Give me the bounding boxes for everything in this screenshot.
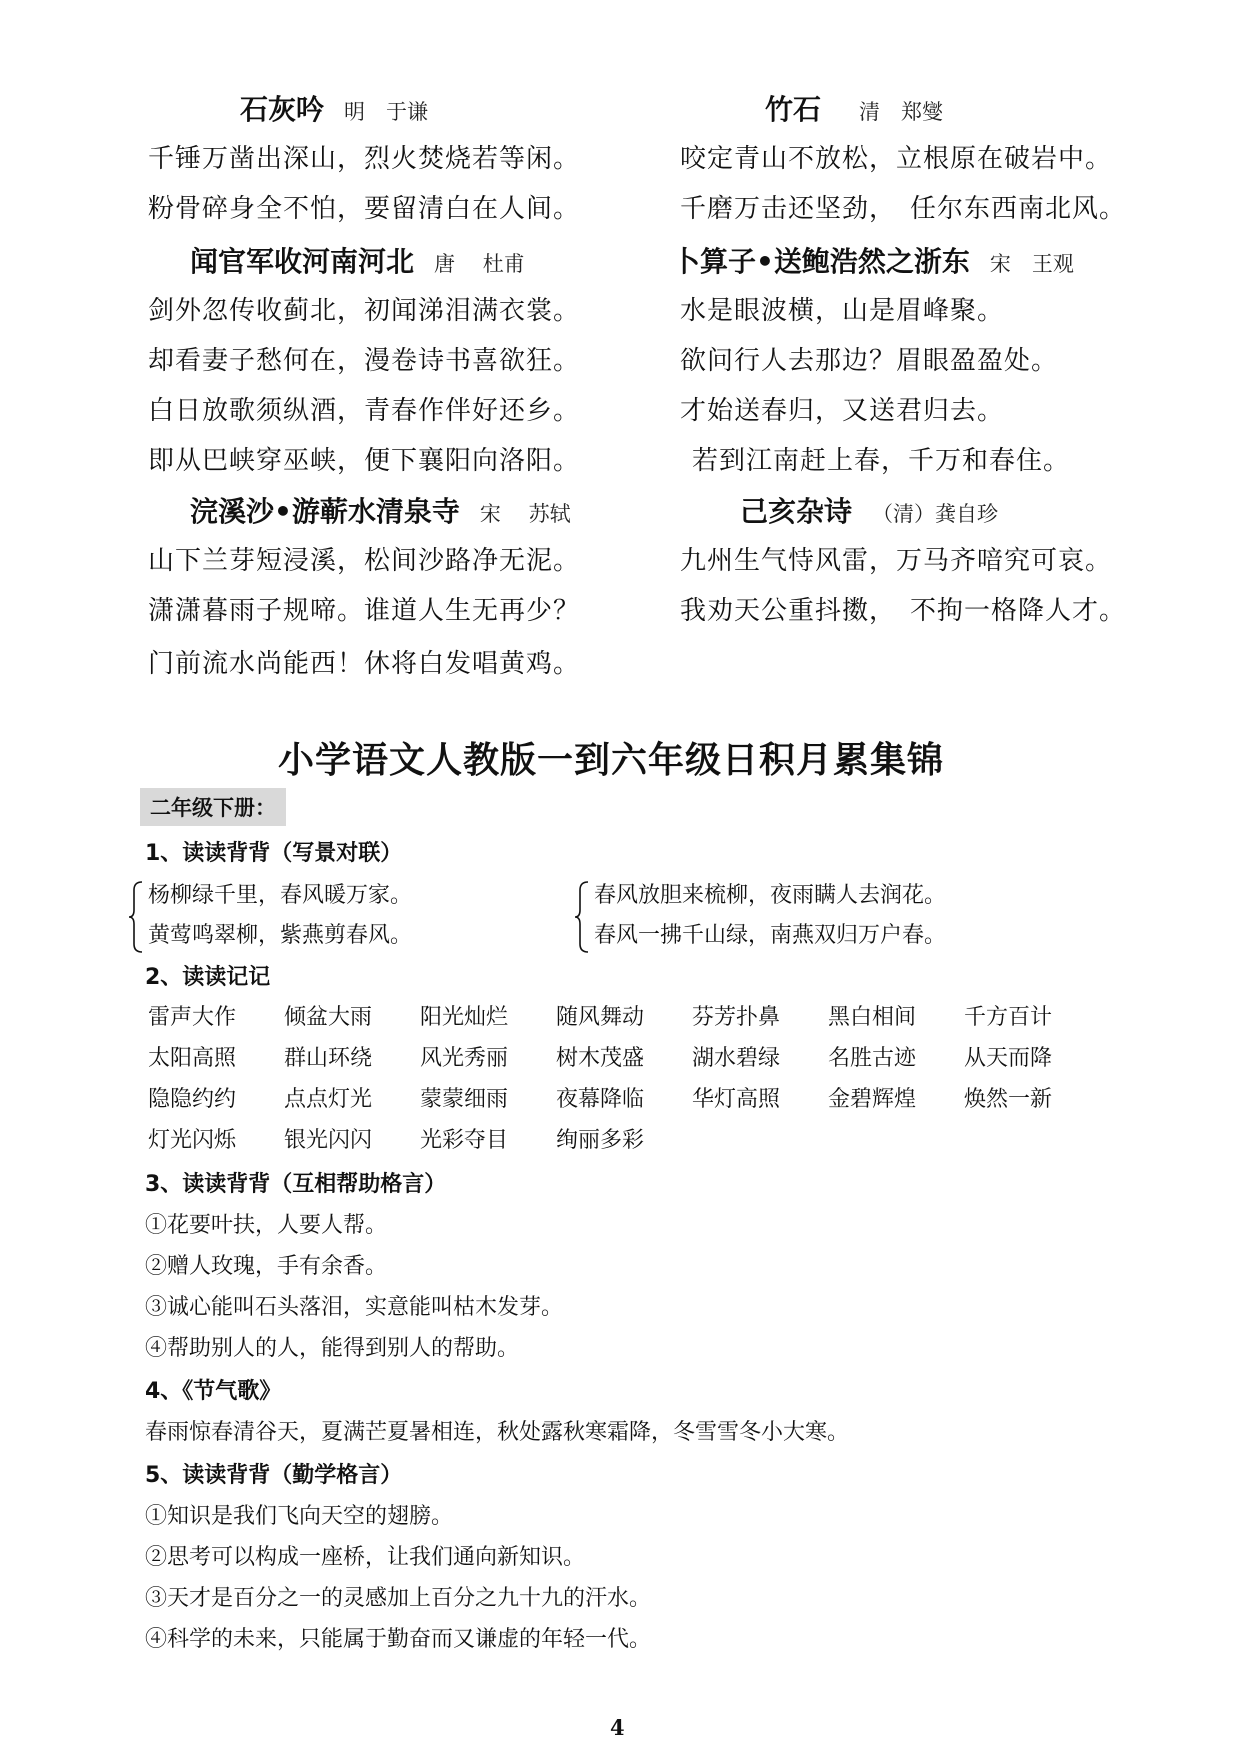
- couplet-line: 春风一拂千山绿，南燕双归万户春。: [594, 923, 947, 948]
- section-heading: 5、读读背背（勤学格言）: [145, 1463, 403, 1488]
- couplet-line: 春风放胆来梳柳，夜雨瞒人去润花。: [594, 883, 947, 908]
- vocab-word: 从天而降: [964, 1046, 1053, 1071]
- poem-4-heading: [672, 240, 1074, 280]
- poem-6-heading: [740, 490, 998, 530]
- poem-title: 石灰吟: [240, 93, 325, 126]
- left-brace-icon: [574, 880, 590, 954]
- poem-3-heading: [190, 240, 525, 280]
- couplet-line: 杨柳绿千里，春风暖万家。: [148, 883, 413, 908]
- poem-line: 潇潇暮雨子规啼。谁道人生无再少？: [148, 596, 581, 626]
- poem-author: 唐 杜甫: [434, 252, 525, 276]
- vocab-word: 雷声大作: [148, 1005, 237, 1030]
- vocab-word: 金碧辉煌: [828, 1087, 917, 1112]
- vocab-word: 蒙蒙细雨: [420, 1087, 509, 1112]
- vocab-word: 隐隐约约: [148, 1087, 237, 1112]
- vocab-word: 湖水碧绿: [692, 1046, 781, 1071]
- poem-line: 我劝天公重抖擞， 不拘一格降人才。: [680, 596, 1127, 626]
- poem-5-heading: [190, 490, 571, 530]
- vocab-word: 随风舞动: [556, 1005, 645, 1030]
- poem-author: （清）龚自珍: [872, 502, 999, 526]
- poem-title: 闻官军收河南河北: [190, 245, 415, 278]
- vocab-word: 树木茂盛: [556, 1046, 645, 1071]
- vocab-word: 名胜古迹: [828, 1046, 917, 1071]
- vocab-word: 太阳高照: [148, 1046, 237, 1071]
- proverb-line: ①花要叶扶，人要人帮。: [145, 1213, 388, 1238]
- poem-line: 白日放歌须纵酒，青春作伴好还乡。: [148, 396, 581, 426]
- left-brace-icon: [128, 880, 144, 954]
- vocab-word: 焕然一新: [964, 1087, 1053, 1112]
- vocab-word: 阳光灿烂: [420, 1005, 509, 1030]
- proverb-line: ④科学的未来，只能属于勤奋而又谦虚的年轻一代。: [145, 1627, 652, 1652]
- section-heading: 1、读读背背（写景对联）: [145, 841, 403, 866]
- vocab-word: 芬芳扑鼻: [692, 1005, 781, 1030]
- poem-2-heading: [765, 88, 943, 128]
- vocab-word: 光彩夺目: [420, 1128, 509, 1153]
- proverb-line: ③诚心能叫石头落泪，实意能叫枯木发芽。: [145, 1295, 564, 1320]
- poem-line: 剑外忽传收蓟北，初闻涕泪满衣裳。: [148, 296, 581, 326]
- section-heading: 4、《节气歌》: [145, 1379, 282, 1404]
- vocab-word: 群山环绕: [284, 1046, 373, 1071]
- vocab-word: 夜幕降临: [556, 1087, 645, 1112]
- vocab-word: 风光秀丽: [420, 1046, 509, 1071]
- poem-author: 明 于谦: [344, 100, 429, 124]
- vocab-word: 银光闪闪: [284, 1128, 373, 1153]
- poem-author: 清 郑燮: [859, 100, 944, 124]
- poem-line: 咬定青山不放松，立根原在破岩中。: [680, 144, 1113, 174]
- section-heading: 3、读读背背（互相帮助格言）: [145, 1172, 447, 1197]
- poem-line: 水是眼波横，山是眉峰聚。: [680, 296, 1005, 326]
- vocab-word: 千方百计: [964, 1005, 1053, 1030]
- grade-label: 二年级下册：: [140, 788, 286, 826]
- poem-line: 才始送春归，又送君归去。: [680, 396, 1005, 426]
- vocab-word: 灯光闪烁: [148, 1128, 237, 1153]
- poem-author: 宋 王观: [989, 252, 1074, 276]
- poem-line: 即从巴峡穿巫峡，便下襄阳向洛阳。: [148, 446, 581, 476]
- page-title: 小学语文人教版一到六年级日积月累集锦: [278, 740, 945, 781]
- proverb-line: ②赠人玫瑰，手有余香。: [145, 1254, 388, 1279]
- vocab-word: 华灯高照: [692, 1087, 781, 1112]
- poem-title: 浣溪沙•游蕲水清泉寺: [190, 495, 460, 528]
- poem-line: 山下兰芽短浸溪，松间沙路净无泥。: [148, 546, 581, 576]
- vocab-word: 绚丽多彩: [556, 1128, 645, 1153]
- section-heading: 2、读读记记: [145, 965, 271, 990]
- proverb-line: ④帮助别人的人，能得到别人的帮助。: [145, 1336, 520, 1361]
- poem-1-heading: [240, 88, 428, 128]
- poem-title: 竹石: [765, 93, 822, 126]
- solar-terms-song: 春雨惊春清谷天，夏满芒夏暑相连，秋处露秋寒霜降，冬雪雪冬小大寒。: [145, 1420, 850, 1445]
- proverb-line: ②思考可以构成一座桥，让我们通向新知识。: [145, 1545, 586, 1570]
- poem-line: 千锤万凿出深山，烈火焚烧若等闲。: [148, 144, 581, 174]
- poem-line: 千磨万击还坚劲， 任尔东西南北风。: [680, 194, 1127, 224]
- poem-line: 欲问行人去那边？眉眼盈盈处。: [680, 346, 1059, 376]
- poem-line: 若到江南赶上春，千万和春住。: [692, 446, 1071, 476]
- couplet-line: 黄莺鸣翠柳，紫燕剪春风。: [148, 923, 413, 948]
- poem-author: 宋 苏轼: [479, 502, 571, 526]
- poem-title: 卜算子•送鲍浩然之浙东: [672, 245, 970, 278]
- vocab-word: 倾盆大雨: [284, 1005, 373, 1030]
- proverb-line: ③天才是百分之一的灵感加上百分之九十九的汗水。: [145, 1586, 652, 1611]
- poem-line: 九州生气恃风雷，万马齐喑究可哀。: [680, 546, 1113, 576]
- vocab-word: 黑白相间: [828, 1005, 917, 1030]
- poem-line: 却看妻子愁何在，漫卷诗书喜欲狂。: [148, 346, 581, 376]
- page-number: 4: [610, 1715, 625, 1740]
- poem-title: 己亥杂诗: [740, 495, 853, 528]
- proverb-line: ①知识是我们飞向天空的翅膀。: [145, 1504, 454, 1529]
- poem-line: 粉骨碎身全不怕，要留清白在人间。: [148, 194, 581, 224]
- vocab-word: 点点灯光: [284, 1087, 373, 1112]
- poem-line: 门前流水尚能西！休将白发唱黄鸡。: [148, 649, 581, 679]
